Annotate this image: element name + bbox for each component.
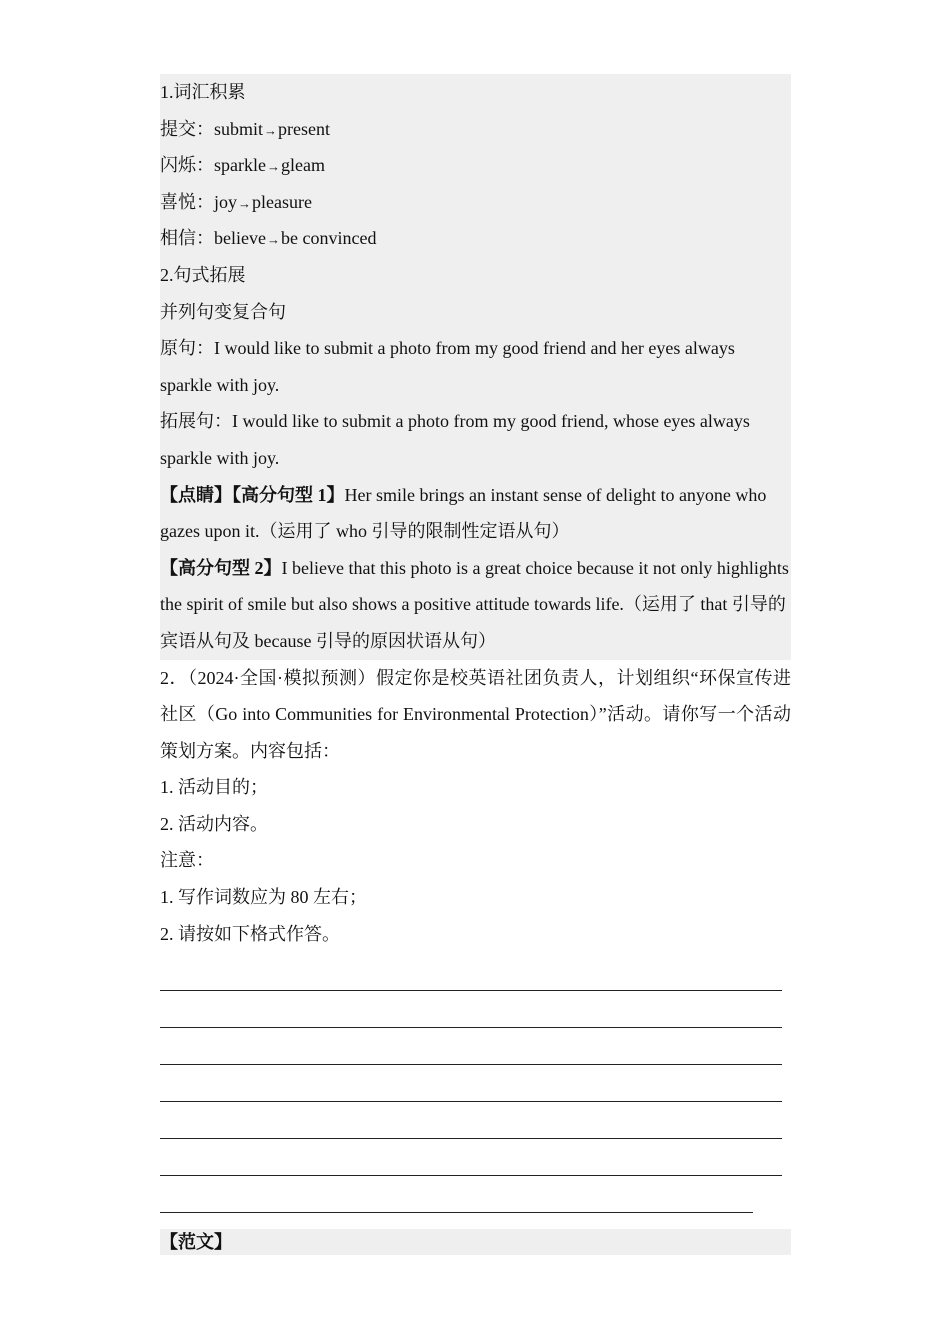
vocab-item — [160, 184, 791, 221]
highlight-text: I believe that this photo is a great choice because it not only highlights the spirit of smile but also shows a positive attitude towards life.（运用了 that 引导的宾语从句及 because 引导的原因状语从句） — [160, 557, 789, 651]
answer-blank-line[interactable] — [160, 1112, 791, 1149]
original-text: I would like to submit a photo from my good friend and her eyes always sparkle with joy. — [160, 338, 735, 395]
vocab-heading: 1.词汇积累 — [160, 82, 246, 102]
notes-label: 注意： — [160, 850, 214, 871]
answer-blank-line[interactable] — [160, 1075, 791, 1112]
vocab-cn: 提交： — [160, 118, 214, 139]
note-item: 2. 请按如下格式作答。 — [160, 923, 340, 944]
answer-blank-lines — [160, 964, 791, 1223]
expanded-label: 拓展句： — [160, 411, 232, 432]
vocab-cn: 喜悦： — [160, 191, 214, 212]
highlight-sentence-1 — [160, 477, 791, 550]
question-prompt: 2．（2024·全国·模拟预测）假定你是校英语社团负责人，计划组织“环保宣传进社区（Go into Communities for Environmental Protection）”活动。请你写一个活动策划方案。内容包括： — [160, 667, 791, 761]
content-item: 2. 活动内容。 — [160, 813, 268, 834]
note-item: 1. 写作词数应为 80 左右； — [160, 887, 367, 908]
answer-blank-line[interactable] — [160, 1001, 791, 1038]
content-item: 1. 活动目的； — [160, 777, 268, 798]
vocab-from: believe — [214, 228, 266, 249]
original-sentence — [160, 330, 791, 403]
sentence-heading: 2.句式拓展 — [160, 264, 246, 285]
document-page — [160, 74, 791, 1255]
arrow-right-icon: → — [238, 195, 252, 211]
vocab-from: submit — [214, 118, 264, 139]
sample-essay-label: 【范文】 — [160, 1229, 791, 1255]
original-label: 原句： — [160, 338, 214, 359]
vocab-to: pleasure — [252, 191, 312, 212]
vocab-from: sparkle — [214, 155, 266, 176]
highlight-sentence-2 — [160, 550, 791, 660]
expanded-sentence — [160, 403, 791, 476]
highlight-text: Her smile brings an instant sense of delight to anyone who gazes upon it.（运用了 who 引导的限制性定语从句） — [160, 484, 767, 542]
answer-blank-line[interactable] — [160, 1186, 791, 1223]
expanded-text: I would like to submit a photo from my good friend, whose eyes always sparkle with joy. — [160, 411, 750, 468]
highlight-tag: 【点睛】【高分句型 1】 — [160, 484, 345, 505]
arrow-right-icon: → — [266, 232, 280, 248]
vocab-cn: 相信： — [160, 228, 214, 249]
vocab-to: gleam — [280, 155, 325, 176]
vocab-to: be convinced — [280, 228, 377, 249]
answer-blank-line[interactable] — [160, 1038, 791, 1075]
vocab-item — [160, 147, 791, 184]
vocab-cn: 闪烁： — [160, 155, 214, 176]
answer-blank-line[interactable] — [160, 1149, 791, 1186]
answer-analysis-block — [160, 74, 791, 660]
vocab-from: joy — [214, 191, 238, 212]
highlight-tag: 【高分句型 2】 — [160, 557, 282, 578]
sentence-subheading: 并列句变复合句 — [160, 301, 286, 322]
answer-blank-line[interactable] — [160, 964, 791, 1001]
arrow-right-icon: → — [266, 159, 280, 175]
arrow-right-icon: → — [264, 122, 278, 138]
vocab-item — [160, 111, 791, 148]
vocab-to: present — [278, 118, 330, 139]
vocab-item — [160, 220, 791, 257]
